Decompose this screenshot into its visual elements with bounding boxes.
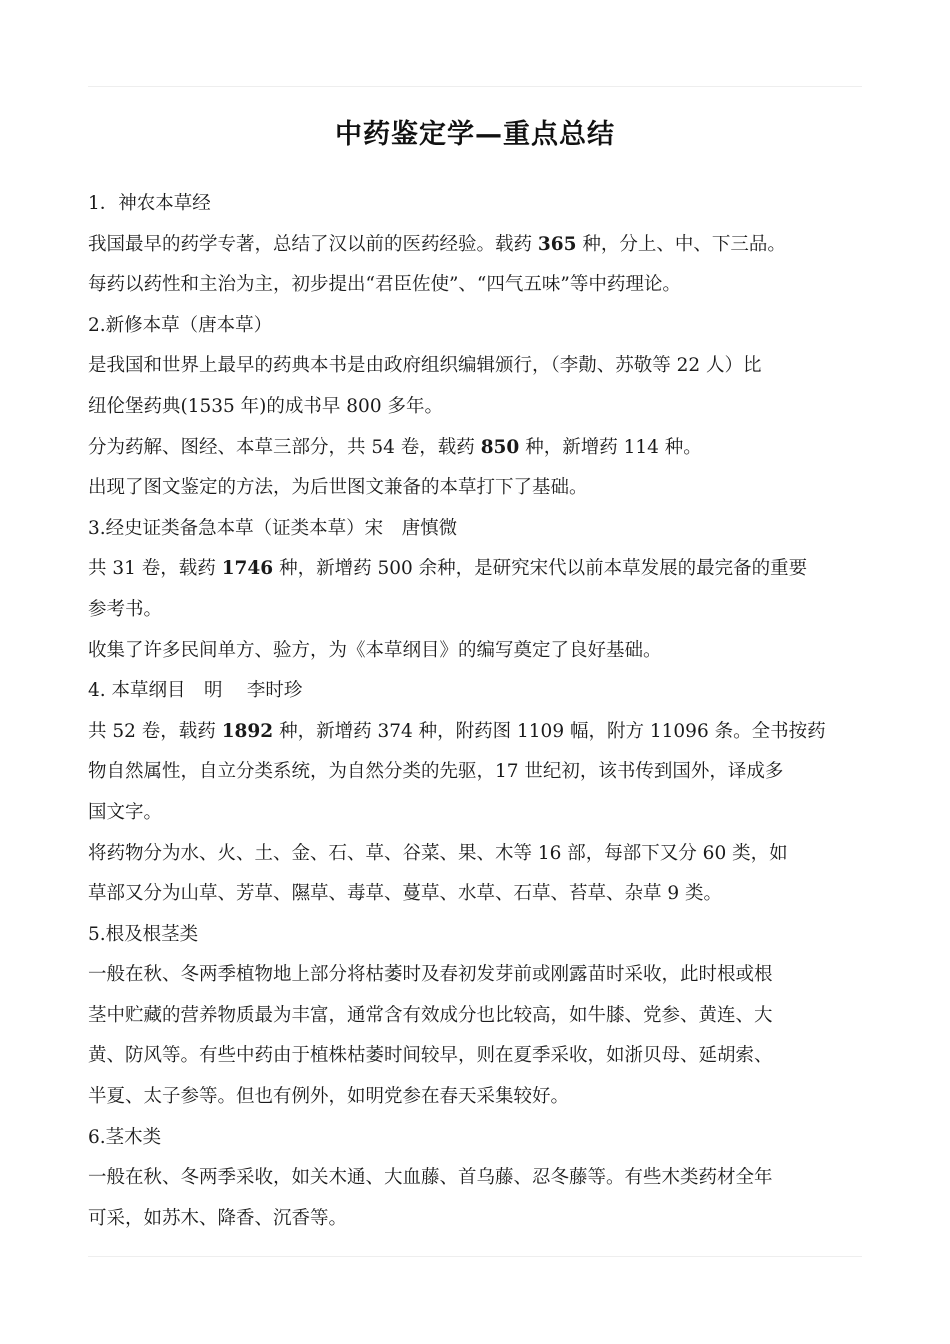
text-segment: 5.根及根茎类 [88,923,199,945]
bold-number: 1746 [221,558,274,580]
text-line [88,184,870,225]
text-segment: 种，新增药 114 种。 [519,436,702,458]
text-line [88,549,870,590]
text-segment: 可采，如苏木、降香、沉香等。 [88,1207,348,1229]
text-segment: 每药以药性和主治为主，初步提出“君臣佐使”、“四气五味”等中药理论。 [88,274,681,296]
text-segment: 种，新增药 374 种，附药图 1109 幅，附方 11096 条。全书按药 [273,720,826,742]
text-line [88,712,870,753]
text-segment: 分为药解、图经、本草三部分，共 54 卷，载药 [88,436,481,458]
text-line [88,225,870,266]
text-line [88,468,870,509]
text-segment: 一般在秋、冬两季植物地上部分将枯萎时及春初发芽前或刚露苗时采收，此时根或根 [88,964,773,986]
text-line [88,793,870,834]
header-rule [88,86,862,87]
text-line [88,1199,870,1240]
text-line [88,996,870,1037]
text-segment: 6.茎木类 [88,1126,162,1148]
text-line [88,1036,870,1077]
text-line [88,387,870,428]
text-segment: 物自然属性，自立分类系统，为自然分类的先驱，17 世纪初，该书传到国外，译成多 [88,761,784,783]
text-segment: 2.新修本草（唐本草） [88,314,273,336]
document-body [88,184,870,1239]
text-segment: 茎中贮藏的营养物质最为丰富，通常含有效成分也比较高，如牛膝、党参、黄连、大 [88,1004,773,1026]
text-line [88,428,870,469]
text-segment: 1．神农本草经 [88,193,211,214]
text-segment: 国文字。 [88,801,163,823]
text-line [88,1158,870,1199]
text-line [88,1118,870,1159]
text-segment: 我国最早的药学专著，总结了汉以前的医药经验。载药 [88,233,538,255]
text-segment: 3.经史证类备急本草（证类本草）宋 唐慎微 [88,517,458,539]
text-segment: 是我国和世界上最早的药典本书是由政府组织编辑颁行，（李勣、苏敬等 22 人）比 [88,355,762,377]
text-segment: 一般在秋、冬两季采收，如关木通、大血藤、首乌藤、忍冬藤等。有些木类药材全年 [88,1167,773,1189]
text-segment: 4. 本草纲目 明 李时珍 [88,680,303,702]
bold-number: 850 [480,436,520,458]
footer-rule [88,1256,862,1257]
text-line [88,874,870,915]
text-segment: 黄、防风等。有些中药由于植株枯萎时间较早，则在夏季采收，如浙贝母、延胡索、 [88,1045,773,1067]
text-segment: 将药物分为水、火、土、金、石、草、谷菜、果、木等 16 部，每部下又分 60 类，如 [88,842,788,864]
text-line [88,752,870,793]
text-segment: 出现了图文鉴定的方法，为后世图文兼备的本草打下了基础。 [88,477,588,499]
text-line [88,346,870,387]
bold-number: 365 [537,233,577,255]
page-title: 中药鉴定学—重点总结 [335,119,615,150]
text-segment: 收集了许多民间单方、验方，为《本草纲目》的编写奠定了良好基础。 [88,639,662,661]
text-segment: 参考书。 [88,598,163,620]
text-line [88,265,870,306]
text-segment: 半夏、太子参等。但也有例外，如明党参在春天采集较好。 [88,1086,570,1108]
bold-number: 1892 [221,720,274,742]
text-line [88,1077,870,1118]
text-line [88,834,870,875]
text-segment: 种，新增药 500 余种，是研究宋代以前本草发展的最完备的重要 [273,558,808,580]
text-segment: 种，分上、中、下三品。 [576,233,786,255]
text-line [88,671,870,712]
text-line [88,306,870,347]
text-line [88,915,870,956]
text-line [88,590,870,631]
text-segment: 共 31 卷，载药 [88,558,222,580]
text-segment: 共 52 卷，载药 [88,720,222,742]
text-segment: 纽伦堡药典(1535 年)的成书早 800 多年。 [88,395,443,417]
text-line [88,631,870,672]
text-line [88,509,870,550]
text-segment: 草部又分为山草、芳草、隰草、毒草、蔓草、水草、石草、苔草、杂草 9 类。 [88,883,723,905]
text-line [88,955,870,996]
